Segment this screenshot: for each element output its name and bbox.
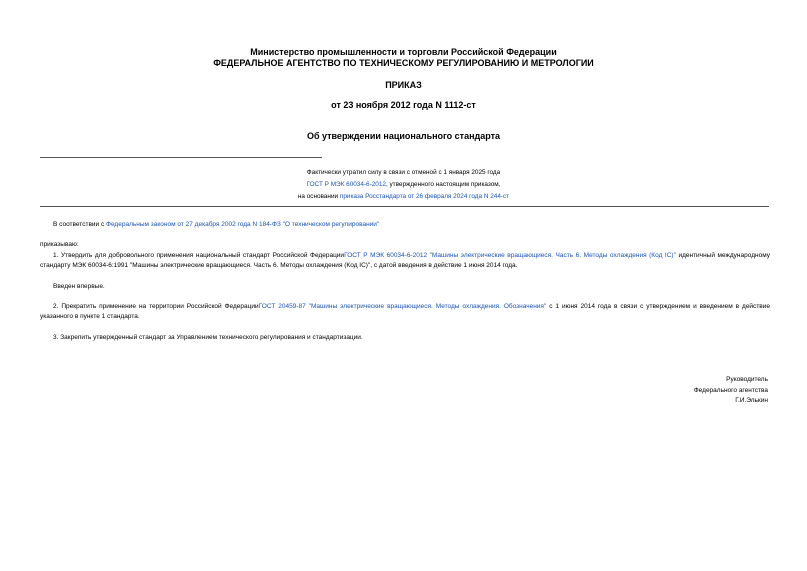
preamble-paragraph <box>40 220 770 230</box>
signature-org: Федерального агентства <box>693 386 768 394</box>
document-subject: Об утверждении национального стандарта <box>306 131 501 141</box>
status-note-line2-text: , утвержденного настоящим приказом, <box>385 181 501 188</box>
ministry-title: Министерство промышленности и торговли Российской Федерации <box>250 47 557 57</box>
status-note-line1: Фактически утратил силу в связи с отменой с 1 января 2025 года <box>306 169 501 176</box>
item1-text: 1. Утвердить для добровольного применения национальный стандарт Российской Федерации <box>53 252 345 259</box>
document-date-number: от 23 ноября 2012 года N 1112-ст <box>331 100 476 110</box>
signature-name: Г.И.Элькин <box>735 397 768 404</box>
preamble-text: В соответствии с <box>53 221 107 228</box>
note-divider <box>40 206 769 207</box>
item1-paragraph <box>40 251 770 271</box>
item2-rest: с 1 июня 2014 года в связи с утверждением и введением в действие указанного в пункте 1 стандарта. <box>40 303 770 320</box>
signature-title: Руководитель <box>726 376 768 383</box>
status-note-line3 <box>0 191 807 203</box>
order-word: приказываю: <box>40 241 79 248</box>
gost-20459-87-link[interactable]: ГОСТ 20459-87 "Машины электрические вращающиеся. Методы охлаждения. Обозначения" <box>258 303 547 310</box>
item2-text: 2. Прекратить применение на территории Российской Федерации <box>53 303 259 310</box>
signature-block <box>694 375 768 407</box>
item3-paragraph: 3. Закрепить утвержденный стандарт за Управлением технического регулирования и стандартизации. <box>53 334 363 341</box>
introduced-first-note: Введен впервые. <box>53 283 105 290</box>
rosstandart-order-link[interactable]: приказа Росстандарта от 26 февраля 2024 года N 244-ст <box>339 193 510 200</box>
gost-60034-6-2012-link[interactable]: ГОСТ Р МЭК 60034-6-2012 "Машины электрические вращающиеся. Часть 6. Методы охлаждения (Код IC)" <box>344 252 676 259</box>
gost-60034-link[interactable]: ГОСТ Р МЭК 60034-6-2012 <box>306 181 386 188</box>
header-divider <box>40 157 322 158</box>
status-note-line2 <box>0 179 807 191</box>
item1-rest: идентичный международному стандарту МЭК 60034-6:1991 "Машины электрические вращающиеся. Часть 6. Методы охлаждения (Код IC)", с датой введения в действие 1 июня 2014 года. <box>40 252 770 269</box>
item2-paragraph <box>40 302 770 322</box>
status-note-line3-text: на основании <box>297 193 340 200</box>
document-type: ПРИКАЗ <box>385 80 422 90</box>
agency-title: ФЕДЕРАЛЬНОЕ АГЕНТСТВО ПО ТЕХНИЧЕСКОМУ РЕГУЛИРОВАНИЮ И МЕТРОЛОГИИ <box>213 58 594 68</box>
federal-law-link[interactable]: Федеральным законом от 27 декабря 2002 года N 184-ФЗ "О техническом регулировании" <box>106 221 380 228</box>
